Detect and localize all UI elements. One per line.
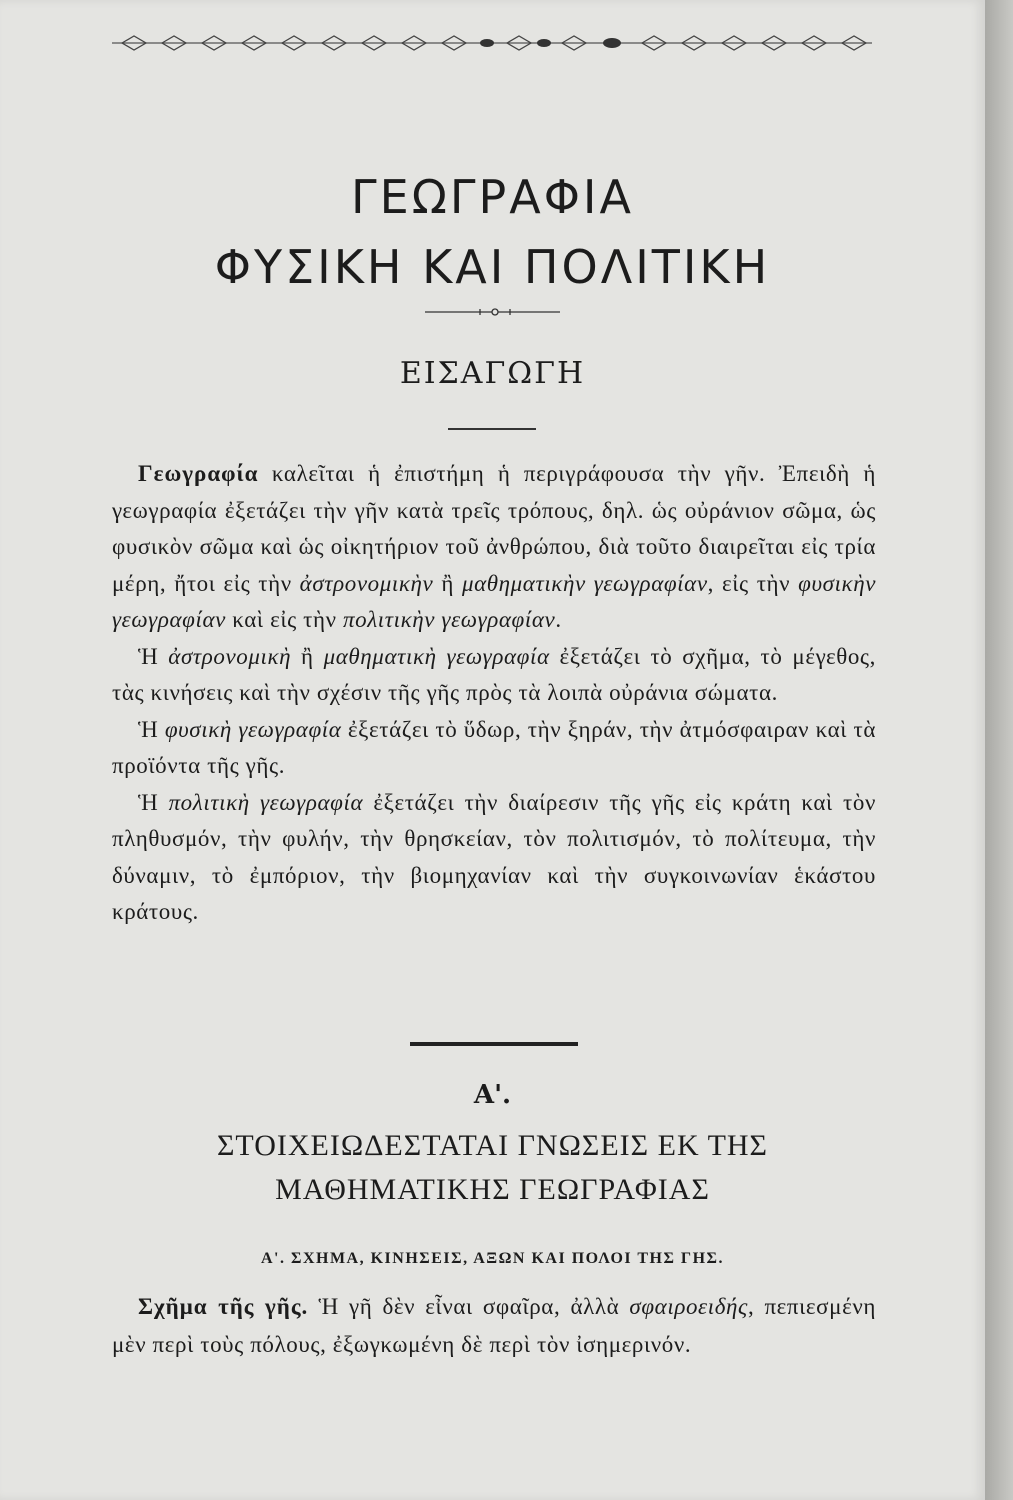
section-letter: Α'. bbox=[473, 1080, 512, 1110]
section-paragraph-1: Σχῆμα τῆς γῆς. Ἡ γῆ δὲν εἶναι σφαῖρα, ἀλλὰ σφαιροειδής, πεπιεσμένη μὲν περὶ τοὺς πόλους, ἐξωγκωμένη δὲ περὶ τὸν ἰσημερινόν. bbox=[112, 1294, 876, 1357]
title-line-2: ΦΥΣΙΚΗ ΚΑΙ ΠΟΛΙΤΙΚΗ bbox=[214, 240, 771, 294]
intro-body bbox=[112, 456, 876, 931]
page-edge bbox=[985, 0, 1013, 1500]
intro-heading: ΕΙΣΑΓΩΓΗ bbox=[399, 356, 586, 391]
title-line-1: ΓΕΩΓΡΑΦΙΑ bbox=[351, 170, 634, 224]
section-body bbox=[112, 1288, 876, 1364]
chapter-subheading: Α'. ΣΧΗΜΑ, ΚΙΝΗΣΕΙΣ, ΑΞΩΝ ΚΑΙ ΠΟΛΟΙ ΤΗΣ ΓΗΣ. bbox=[260, 1250, 724, 1267]
intro-paragraph-4: Ἡ πολιτικὴ γεωγραφία ἐξετάζει τὴν διαίρεσιν τῆς γῆς εἰς κράτη καὶ τὸν πληθυσμόν, τὴν φυλήν, τὴν θρησκείαν, τὸν πολιτισμόν, τὸ πολίτευμα, τὴν δύναμιν, τὸ ἐμπόριον, τὴν βιομηχανίαν καὶ τὴν συγκοινωνίαν ἑκάστου κράτους. bbox=[112, 789, 876, 924]
intro-divider bbox=[448, 428, 536, 430]
section-title-line-1: ΣΤΟΙΧΕΙΩΔΕΣΤΑΤΑΙ ΓΝΩΣΕΙΣ ΕΚ ΤΗΣ bbox=[216, 1129, 769, 1162]
intro-paragraph-1: Γεωγραφία καλεῖται ἡ ἐπιστήμη ἡ περιγράφουσα τὴν γῆν. Ἐπειδὴ ἡ γεωγραφία ἐξετάζει τὴν γῆν κατὰ τρεῖς τρόπους, δηλ. ὡς οὐράνιον σῶμα, ὡς φυσικὸν σῶμα καὶ ὡς οἰκητήριον τοῦ ἀνθρώπου, διὰ τοῦτο διαιρεῖται εἰς τρία μέρη, ἤτοι εἰς τὴν ἀστρονομικὴν ἢ μαθηματικὴν γεωγραφίαν, εἰς τὴν φυσικὴν γεωγραφίαν καὶ εἰς τὴν πολιτικὴν γεωγραφίαν. bbox=[112, 461, 877, 632]
section-title bbox=[0, 1124, 985, 1212]
section-title-line-2: ΜΑΘΗΜΑΤΙΚΗΣ ΓΕΩΓΡΑΦΙΑΣ bbox=[275, 1173, 710, 1206]
top-ornament-border bbox=[112, 32, 872, 54]
term-earth-shape: Σχῆμα τῆς γῆς. bbox=[138, 1294, 309, 1319]
term-geography: Γεωγραφία bbox=[138, 461, 259, 486]
book-title bbox=[0, 162, 985, 302]
intro-paragraph-2: Ἡ ἀστρονομικὴ ἢ μαθηματικὴ γεωγραφία ἐξετάζει τὸ σχῆμα, τὸ μέγεθος, τὰς κινήσεις καὶ τὴν σχέσιν τῆς γῆς πρὸς τὰ λοιπὰ οὐράνια σώματα. bbox=[112, 643, 876, 705]
intro-paragraph-3: Ἡ φυσικὴ γεωγραφία ἐξετάζει τὸ ὕδωρ, τὴν ξηράν, τὴν ἀτμόσφαιραν καὶ τὰ προϊόντα τῆς γῆς. bbox=[112, 716, 876, 778]
title-divider-ornament bbox=[425, 305, 560, 319]
section-divider bbox=[410, 1042, 578, 1046]
